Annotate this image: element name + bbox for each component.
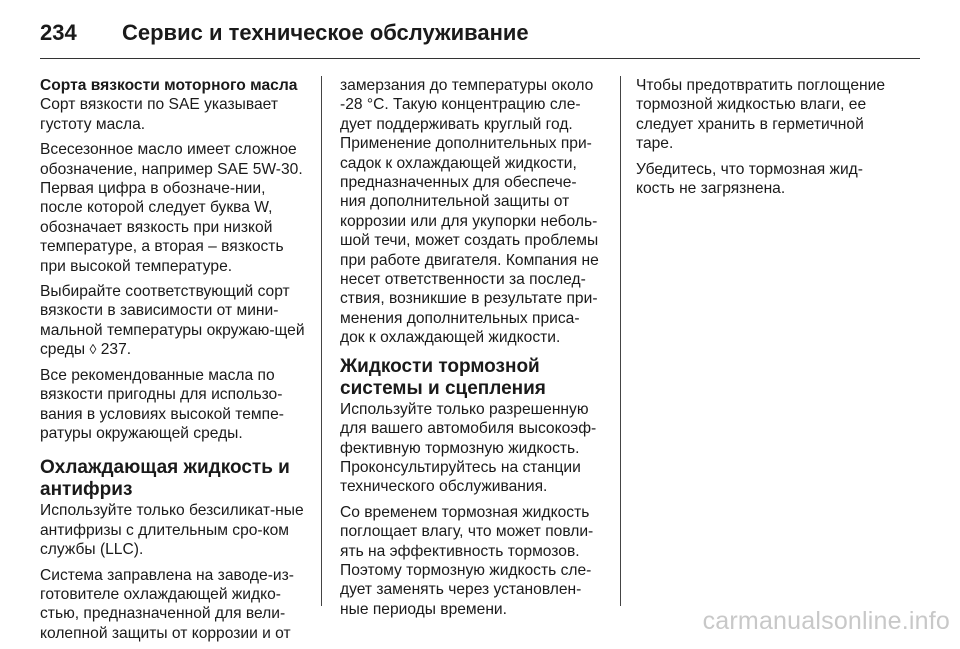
column-2: [340, 76, 602, 625]
section-heading-brake-fluid: Жидкости тормозной системы и сцепления: [340, 355, 546, 399]
watermark: carmanualsonline.info: [702, 607, 950, 635]
paragraph: Система заправлена на заводе-из-готовителе охлаждающей жидко-стью, предназначенной для вели-колепной защиты от коррозии и от: [40, 566, 294, 642]
paragraph: Чтобы предотвратить поглощение тормозной жидкостью влаги, ее следует хранить в герметичной таре.: [636, 77, 885, 153]
paragraph: Убедитесь, что тормозная жид-кость не загрязнена.: [636, 160, 863, 198]
page-header: [40, 10, 920, 56]
paragraph: Сорт вязкости по SAE указывает густоту масла.: [40, 96, 278, 133]
paragraph: Всесезонное масло имеет сложное обозначение, например SAE 5W-30. Первая цифра в обозначе-нии, после которой следует буква W, обозначает вязкость при низкой температуре, а вторая – вязкость при высокой температуре.: [40, 141, 303, 275]
paragraph: [40, 282, 308, 360]
section-heading-coolant: Охлаждающая жидкость и антифриз: [40, 457, 290, 501]
column-1: [40, 76, 308, 649]
column-divider: [620, 76, 621, 606]
paragraph: замерзания до температуры около -28 °C. Такую концентрацию сле-дует поддерживать круглый год. Применение дополнительных при-садок к охлаждающей жидкости, предназначенных для обеспече-ния дополнительной защиты от коррозии или для укупорки неболь-шой течи, может создать проблемы при работе двигателя. Компания не несет ответственности за послед-ствия, возникшие в результате при-менения дополнительных приса-док к охлаждающей жидкости.: [340, 77, 599, 347]
page-reference-icon: ◊: [89, 341, 97, 358]
column-divider: [321, 76, 322, 606]
paragraph: Используйте только безсиликат-ные антифризы с длительным сро-ком службы (LLC).: [40, 502, 304, 559]
paragraph-text: Выбирайте соответствующий сорт вязкости в зависимости от мини-мальной температуры окружаю-щей среды: [40, 283, 305, 359]
paragraph: Со временем тормозная жидкость поглощает влагу, что может повли-ять на эффективность тормозов. Поэтому тормозную жидкость сле-дует заменять через установлен-ные периоды времени.: [340, 503, 594, 618]
page-title: Сервис и техническое обслуживание: [122, 20, 529, 45]
page-number: 234: [40, 20, 77, 45]
paragraph: Все рекомендованные масла по вязкости пригодны для использо-вания в условиях высокой темпе-ратуры окружающей среды.: [40, 366, 284, 442]
header-divider: [40, 58, 920, 59]
paragraph: Используйте только разрешенную для вашего автомобиля высокоэф-фективную тормозную жидкость. Проконсультируйтесь на станции технического обслуживания.: [340, 400, 597, 496]
column-3: [636, 76, 898, 204]
page-reference-link[interactable]: 237.: [100, 341, 132, 359]
section-heading-viscosity: Сорта вязкости моторного масла: [40, 77, 298, 94]
